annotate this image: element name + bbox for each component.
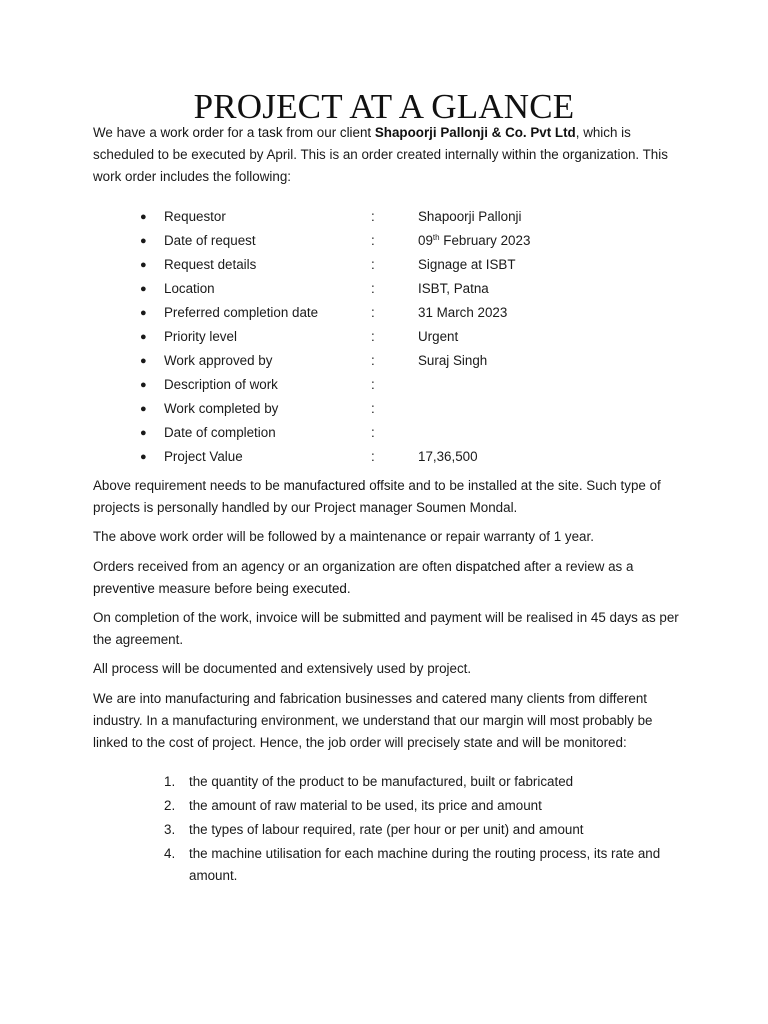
list-number: 4.	[164, 846, 176, 861]
bullet-icon: ●	[140, 211, 147, 223]
date-ordinal-suffix: th	[432, 233, 440, 242]
task-term: task	[258, 125, 283, 140]
detail-colon: :	[371, 209, 375, 224]
page-title: PROJECT AT A GLANCE	[193, 87, 575, 126]
para1-text-2: offsite and to be installed at the site. Such type of projects is personally handled by our Project manager Soumen Mondal.	[93, 478, 661, 515]
list-text: the quantity of the product to be manufactured, built or fabricated	[189, 774, 574, 789]
job-order-numbered-list	[0, 771, 768, 889]
detail-label: Requestor	[164, 209, 226, 224]
detail-row-preferred-completion-date	[0, 302, 768, 326]
detail-label: Priority level	[164, 329, 237, 344]
detail-colon: :	[371, 353, 375, 368]
detail-row-request-details	[0, 254, 768, 278]
requirement-paragraph	[93, 475, 683, 519]
detail-colon: :	[371, 377, 375, 392]
intro-paragraph	[93, 122, 683, 188]
detail-colon: :	[371, 305, 375, 320]
intro-text-3: from our	[282, 125, 340, 140]
bullet-icon: ●	[140, 235, 147, 247]
detail-row-date-of-request	[0, 230, 768, 254]
detail-label: Location	[164, 281, 215, 296]
detail-value: Shapoorji Pallonji	[418, 209, 522, 224]
bullet-icon: ●	[140, 331, 147, 343]
list-text: the amount of raw material to be used, its price and amount	[189, 798, 542, 813]
detail-value: ISBT, Patna	[418, 281, 489, 296]
para3-text-1: Orders received from an agency or an organization are often	[93, 559, 456, 574]
list-item	[0, 819, 768, 841]
work-order-details-list	[0, 206, 768, 470]
dispatched-term: dispatched	[455, 559, 521, 574]
detail-colon: :	[371, 329, 375, 344]
bullet-icon: ●	[140, 427, 147, 439]
bullet-icon: ●	[140, 355, 147, 367]
detail-label: Project Value	[164, 449, 243, 464]
list-item	[0, 771, 768, 793]
para1-text-1: Above requirement needs to be	[93, 478, 284, 493]
bullet-icon: ●	[140, 307, 147, 319]
list-item	[0, 843, 768, 887]
detail-value: Suraj Singh	[418, 353, 488, 368]
list-text: the machine utilisation for each machine during the routing process, its rate and amount.	[189, 846, 661, 883]
preventive-term: preventive	[93, 581, 155, 596]
detail-label: Request details	[164, 257, 257, 272]
list-item	[0, 795, 768, 817]
list-number: 3.	[164, 822, 176, 837]
payment-paragraph: On completion of the work, invoice will be submitted and payment will be realised in 45 days as per the agreement.	[93, 610, 679, 647]
detail-row-description-of-work	[0, 374, 768, 398]
detail-row-requestor	[0, 206, 768, 230]
detail-row-work-completed-by	[0, 398, 768, 422]
list-number: 1.	[164, 774, 176, 789]
bullet-icon: ●	[140, 259, 147, 271]
para3-text-3: measure before being	[154, 581, 293, 596]
date-day: 09	[418, 233, 433, 248]
manufacturing-paragraph: We are into manufacturing and fabrication businesses and catered many clients from different industry. In a manufacturing environment, we understand that our margin will most probably be linked to the cost of project. Hence, the job order will precisely state and will be monitored:	[93, 691, 653, 750]
detail-row-date-of-completion	[0, 422, 768, 446]
intro-text-5: , which is scheduled to be executed by April. This is an order created internally within the organization. This work order includes the following:	[93, 125, 668, 184]
detail-label: Work approved by	[164, 353, 273, 368]
documentation-paragraph: All process will be documented and extensively used by project.	[93, 661, 472, 676]
orders-paragraph	[93, 556, 683, 600]
client-name: Shapoorji Pallonji & Co. Pvt Ltd	[374, 125, 576, 140]
para3-text-2: after a review as a	[520, 559, 634, 574]
bullet-icon: ●	[140, 451, 147, 463]
detail-colon: :	[371, 257, 375, 272]
warranty-paragraph: The above work order will be followed by a maintenance or repair warranty of 1 year.	[93, 529, 594, 544]
detail-label: Date of completion	[164, 425, 276, 440]
detail-row-project-value	[0, 446, 768, 470]
detail-colon: :	[371, 281, 375, 296]
detail-value: Signage at ISBT	[418, 257, 516, 272]
para3-text-4: .	[346, 581, 351, 596]
executed-term: executed	[292, 581, 347, 596]
detail-value: 17,36,500	[418, 449, 478, 464]
detail-label: Work completed by	[164, 401, 279, 416]
bullet-icon: ●	[140, 283, 147, 295]
detail-value: Urgent	[418, 329, 459, 344]
detail-colon: :	[371, 425, 375, 440]
client-term: client	[339, 125, 372, 140]
detail-colon: :	[371, 233, 375, 248]
detail-row-priority-level	[0, 326, 768, 350]
manufactured-term: manufactured	[283, 478, 366, 493]
detail-colon: :	[371, 449, 375, 464]
detail-colon: :	[371, 401, 375, 416]
bullet-icon: ●	[140, 403, 147, 415]
detail-label: Date of request	[164, 233, 256, 248]
detail-value	[418, 230, 530, 252]
intro-text-2: for a	[223, 125, 259, 140]
list-number: 2.	[164, 798, 176, 813]
detail-label: Description of work	[164, 377, 278, 392]
detail-row-location	[0, 278, 768, 302]
list-text: the types of labour required, rate (per hour or per unit) and amount	[189, 822, 584, 837]
bullet-icon: ●	[140, 379, 147, 391]
intro-text-1: We have a	[93, 125, 161, 140]
date-month-year: February 2023	[439, 233, 531, 248]
work-order-term: work order	[160, 125, 224, 140]
detail-row-work-approved-by	[0, 350, 768, 374]
detail-label: Preferred completion date	[164, 305, 319, 320]
detail-value: 31 March 2023	[418, 305, 508, 320]
